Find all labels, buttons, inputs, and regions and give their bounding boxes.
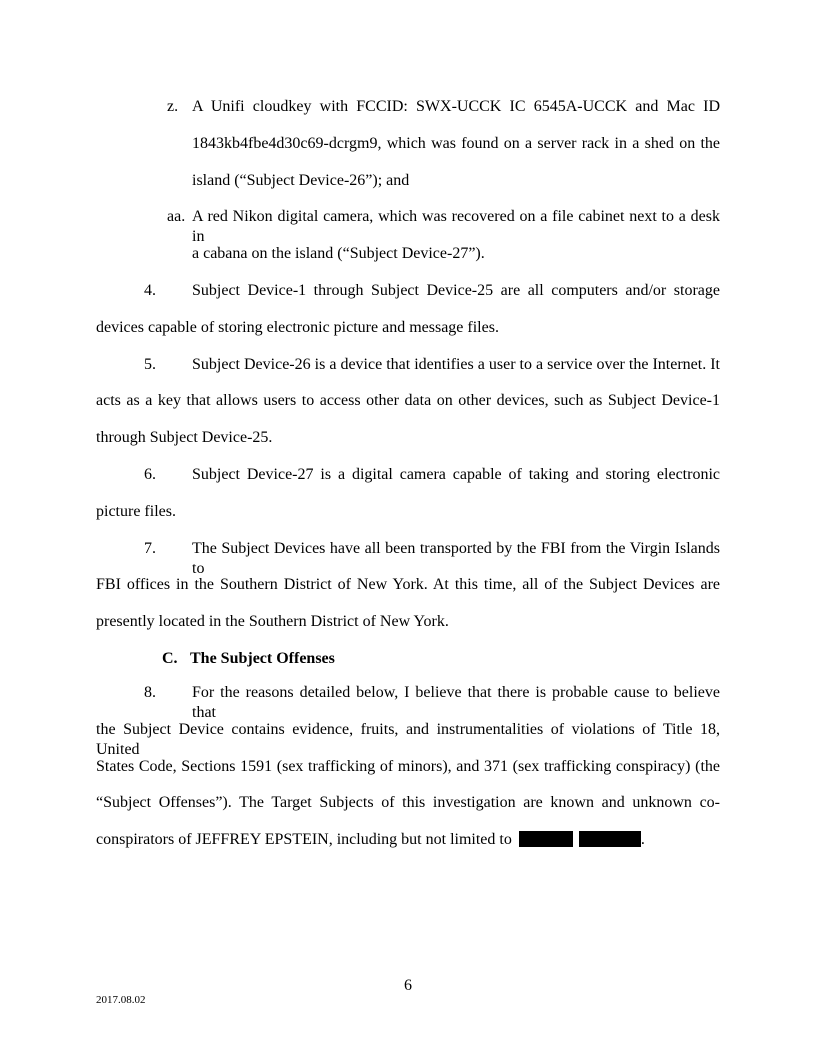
footer-date-code: 2017.08.02 [96,994,146,1006]
item-z-line-3: island (“Subject Device-26”); and [192,172,410,189]
section-heading-title: The Subject Offenses [190,650,335,667]
paragraph-8-line-5-text: conspirators of JEFFREY EPSTEIN, including but not limited to [96,831,512,848]
paragraph-4-line-2: devices capable of storing electronic picture and message files. [96,319,499,336]
paragraph-7-line-1: The Subject Devices have all been transported by the FBI from the Virgin Islands to [192,540,720,577]
paragraph-number-7: 7. [144,540,156,557]
paragraph-8-line-3: States Code, Sections 1591 (sex trafficking of minors), and 371 (sex trafficking conspiracy) (the [96,758,720,775]
page-number: 6 [404,977,412,994]
redaction-block [519,831,573,847]
section-heading-marker: C. [162,650,178,667]
redaction-block [579,831,641,847]
paragraph-4-line-1: Subject Device-1 through Subject Device-25 are all computers and/or storage [192,282,720,299]
item-marker-aa: aa. [167,208,186,225]
item-aa-line-1: A red Nikon digital camera, which was recovered on a file cabinet next to a desk in [192,208,720,245]
paragraph-number-4: 4. [144,282,156,299]
paragraph-number-5: 5. [144,356,156,373]
paragraph-number-8: 8. [144,684,156,701]
paragraph-5-line-3: through Subject Device-25. [96,429,273,446]
paragraph-8-line-5-end: . [640,831,645,848]
paragraph-6-line-1: Subject Device-27 is a digital camera capable of taking and storing electronic [192,466,720,483]
paragraph-8-line-1: For the reasons detailed below, I believe that there is probable cause to believe that [192,684,720,721]
paragraph-number-6: 6. [144,466,156,483]
paragraph-5-line-1: Subject Device-26 is a device that identifies a user to a service over the Internet. It [192,356,720,373]
paragraph-7-line-2: FBI offices in the Southern District of New York. At this time, all of the Subject Devices are [96,576,720,593]
paragraph-7-line-3: presently located in the Southern District of New York. [96,613,449,630]
paragraph-8-line-4: “Subject Offenses”). The Target Subjects of this investigation are known and unknown co- [96,794,720,811]
item-aa-line-2: a cabana on the island (“Subject Device-27”). [192,245,485,262]
paragraph-5-line-2: acts as a key that allows users to access other data on other devices, such as Subject Device-1 [96,392,720,409]
item-z-line-1: A Unifi cloudkey with FCCID: SWX-UCCK IC 6545A-UCCK and Mac ID [192,98,720,115]
item-z-line-2: 1843kb4fbe4d30c69-dcrgm9, which was found on a server rack in a shed on the [192,135,720,152]
paragraph-8-line-5 [96,830,645,850]
paragraph-8-line-2: the Subject Device contains evidence, fruits, and instrumentalities of violations of Title 18, United [96,721,720,758]
item-marker-z: z. [167,98,179,115]
paragraph-6-line-2: picture files. [96,503,176,520]
